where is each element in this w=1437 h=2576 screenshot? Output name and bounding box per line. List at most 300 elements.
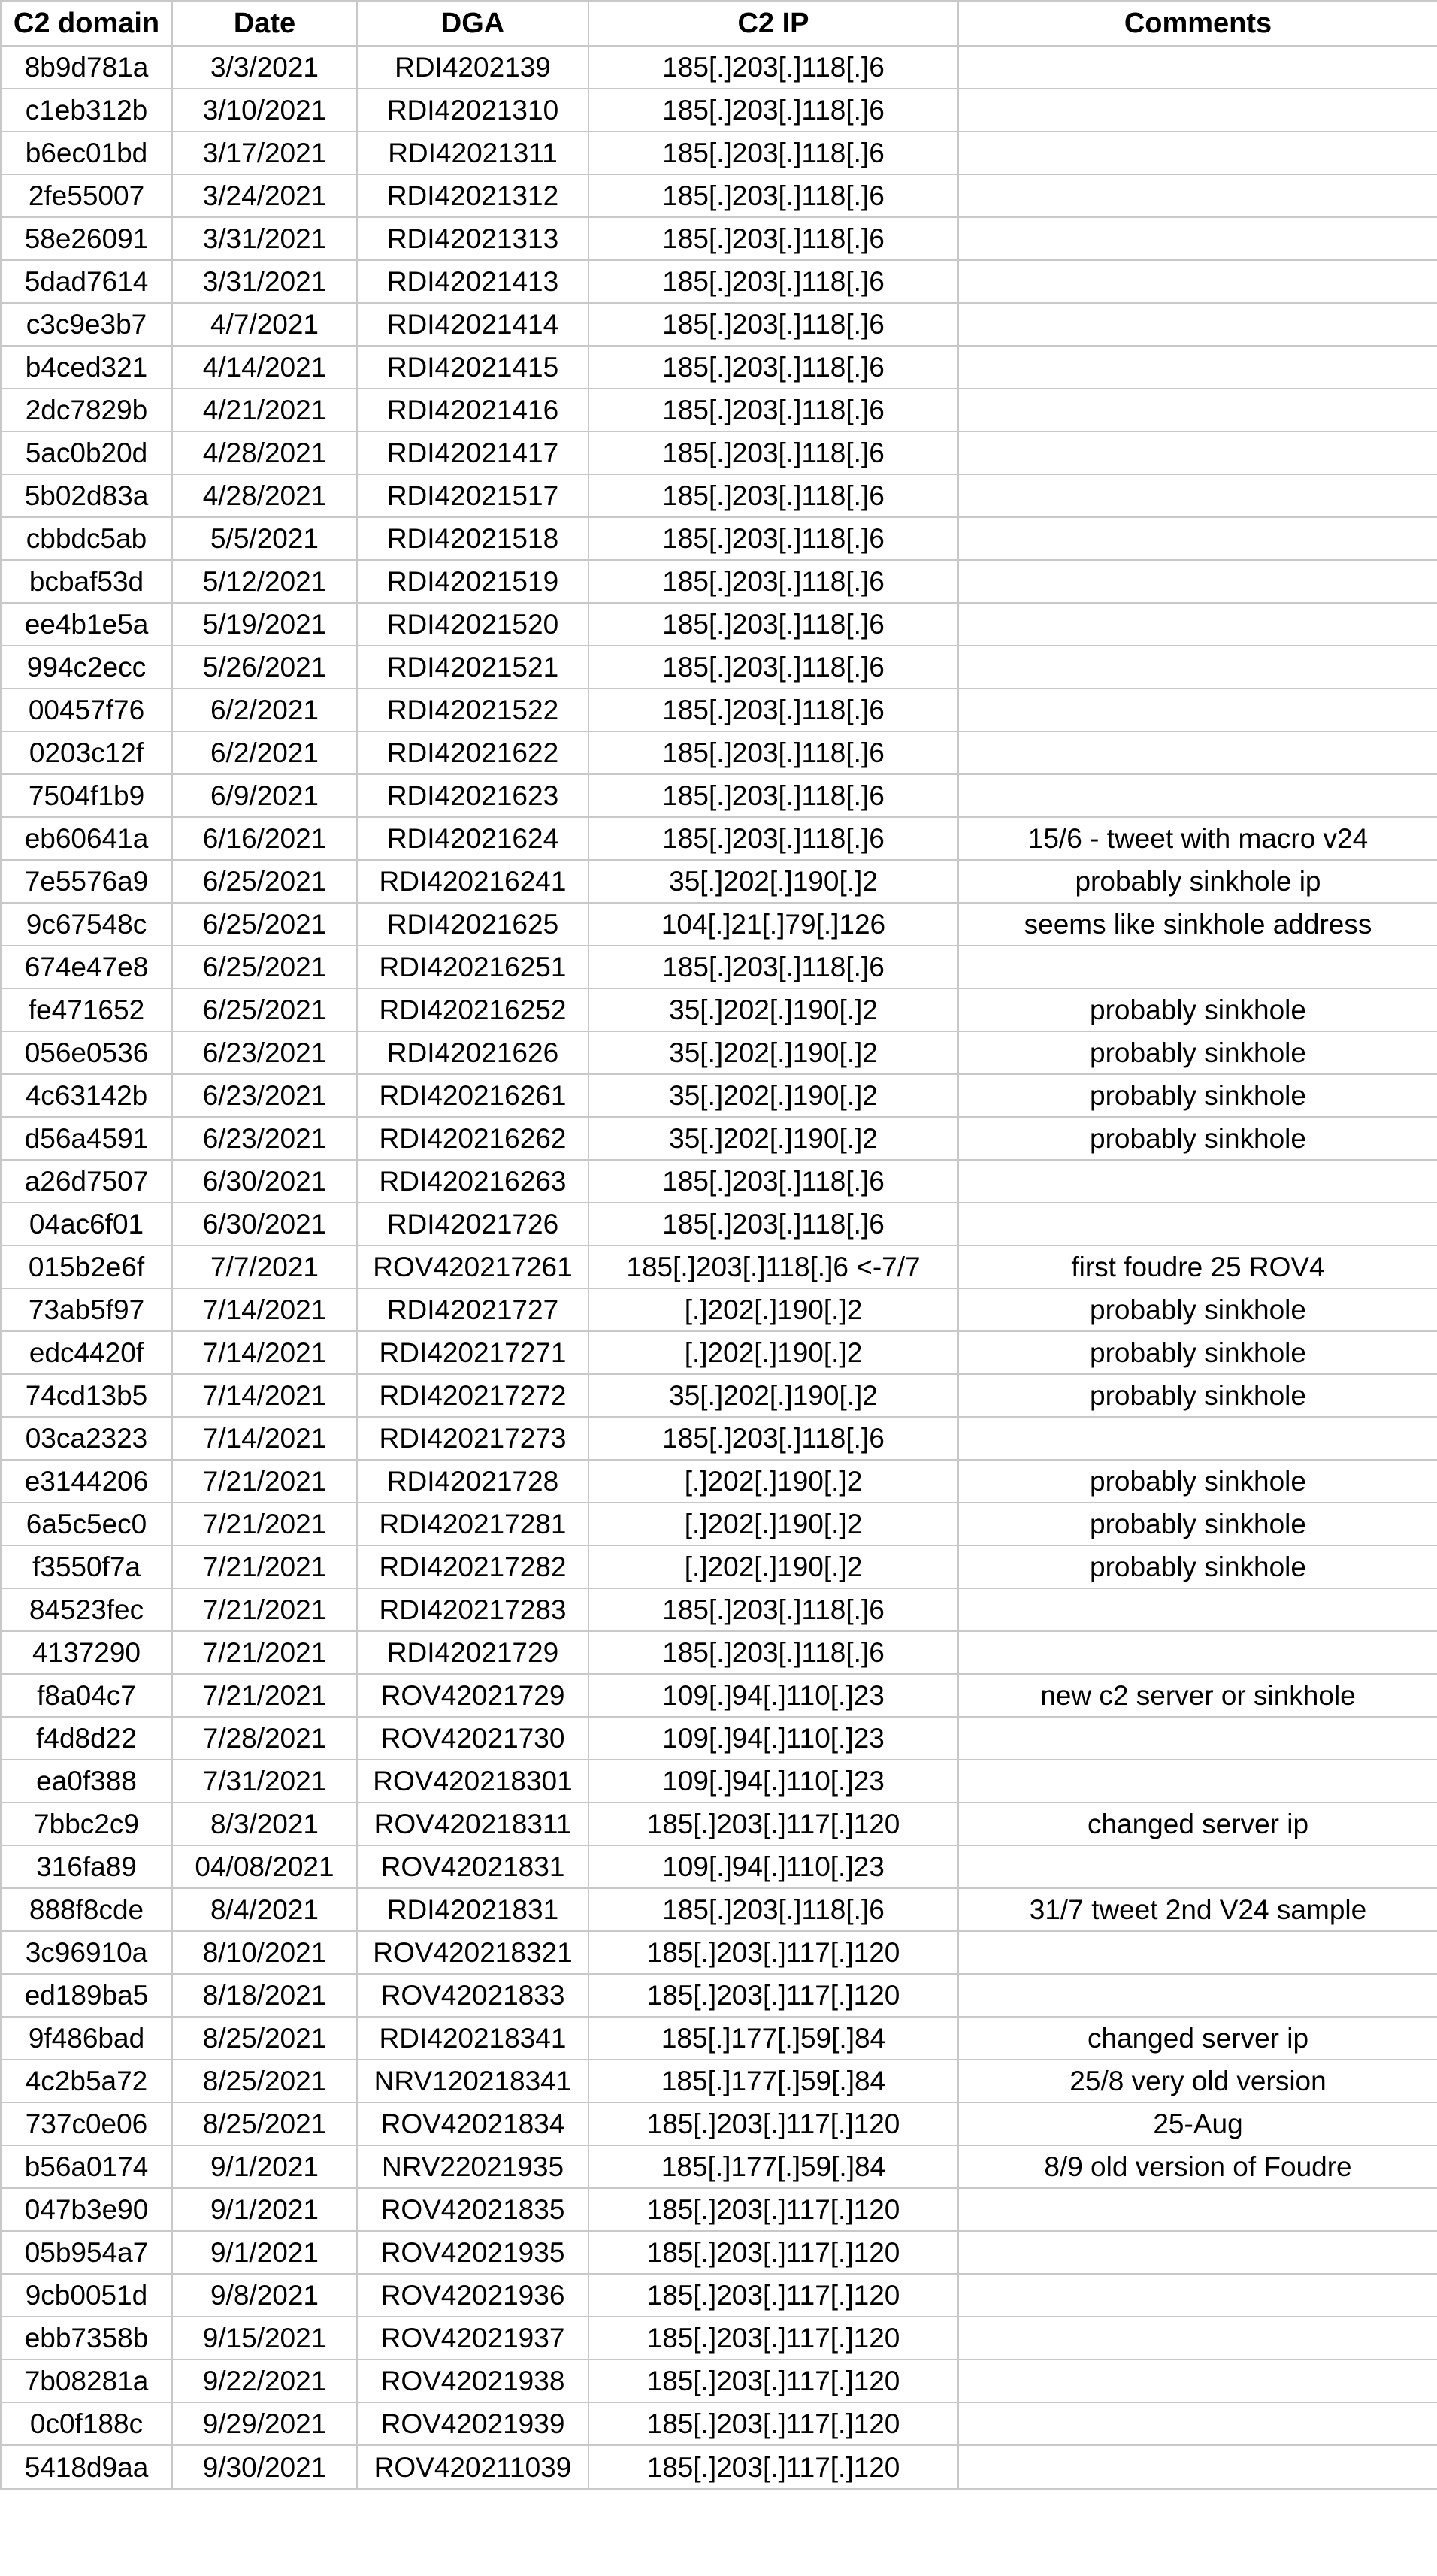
cell-dga[interactable]: NRV120218341 bbox=[357, 2060, 588, 2102]
cell-comments[interactable] bbox=[958, 2402, 1437, 2445]
table-row bbox=[1, 1760, 1437, 1803]
cell-dga[interactable]: RDI42021519 bbox=[357, 560, 588, 603]
cell-c2-ip[interactable]: 185[.]203[.]118[.]6 bbox=[588, 1888, 958, 1931]
cell-comments[interactable] bbox=[958, 1203, 1437, 1246]
cell-date[interactable]: 7/28/2021 bbox=[172, 1717, 357, 1760]
cell-date[interactable]: 4/28/2021 bbox=[172, 474, 357, 517]
cell-c2-ip[interactable]: 185[.]203[.]117[.]120 bbox=[588, 2188, 958, 2231]
cell-date[interactable]: 7/21/2021 bbox=[172, 1503, 357, 1545]
cell-comments[interactable] bbox=[958, 689, 1437, 731]
cell-c2-ip[interactable]: 185[.]203[.]118[.]6 bbox=[588, 1203, 958, 1246]
cell-c2-ip[interactable]: 185[.]203[.]117[.]120 bbox=[588, 1974, 958, 2017]
cell-date[interactable]: 5/19/2021 bbox=[172, 603, 357, 646]
cell-c2-ip[interactable]: 185[.]203[.]118[.]6 bbox=[588, 346, 958, 389]
cell-dga[interactable]: RDI420216241 bbox=[357, 860, 588, 903]
cell-c2-ip[interactable]: 185[.]203[.]118[.]6 bbox=[588, 731, 958, 774]
cell-date[interactable]: 8/25/2021 bbox=[172, 2060, 357, 2102]
cell-comments[interactable] bbox=[958, 1160, 1437, 1203]
cell-comments[interactable] bbox=[958, 774, 1437, 817]
cell-c2-domain[interactable]: eb60641a bbox=[1, 817, 172, 860]
cell-c2-ip[interactable]: 35[.]202[.]190[.]2 bbox=[588, 860, 958, 903]
cell-dga[interactable]: RDI42021310 bbox=[357, 89, 588, 132]
cell-c2-ip[interactable]: 185[.]203[.]118[.]6 bbox=[588, 389, 958, 431]
cell-date[interactable]: 4/28/2021 bbox=[172, 431, 357, 474]
cell-c2-domain[interactable]: 316fa89 bbox=[1, 1845, 172, 1888]
cell-dga[interactable]: RDI4202139 bbox=[357, 46, 588, 89]
cell-date[interactable]: 3/31/2021 bbox=[172, 260, 357, 303]
cell-c2-ip[interactable]: 35[.]202[.]190[.]2 bbox=[588, 988, 958, 1031]
cell-c2-domain[interactable]: 03ca2323 bbox=[1, 1417, 172, 1460]
cell-c2-domain[interactable]: 8b9d781a bbox=[1, 46, 172, 89]
cell-c2-ip[interactable]: 185[.]203[.]118[.]6 bbox=[588, 174, 958, 217]
cell-date[interactable]: 9/29/2021 bbox=[172, 2402, 357, 2445]
cell-c2-domain[interactable]: 5b02d83a bbox=[1, 474, 172, 517]
header-comments[interactable]: Comments bbox=[958, 1, 1437, 46]
cell-date[interactable]: 6/25/2021 bbox=[172, 988, 357, 1031]
cell-date[interactable]: 7/14/2021 bbox=[172, 1374, 357, 1417]
cell-c2-domain[interactable]: ee4b1e5a bbox=[1, 603, 172, 646]
cell-c2-ip[interactable]: [.]202[.]190[.]2 bbox=[588, 1503, 958, 1545]
cell-c2-ip[interactable]: 185[.]203[.]118[.]6 bbox=[588, 774, 958, 817]
cell-comments[interactable] bbox=[958, 2317, 1437, 2360]
cell-c2-domain[interactable]: e3144206 bbox=[1, 1460, 172, 1503]
cell-c2-domain[interactable]: f3550f7a bbox=[1, 1545, 172, 1588]
cell-dga[interactable]: ROV42021936 bbox=[357, 2274, 588, 2317]
cell-c2-ip[interactable]: 185[.]203[.]118[.]6 bbox=[588, 260, 958, 303]
cell-dga[interactable]: RDI42021417 bbox=[357, 431, 588, 474]
cell-date[interactable]: 5/12/2021 bbox=[172, 560, 357, 603]
cell-date[interactable]: 7/14/2021 bbox=[172, 1288, 357, 1331]
cell-comments[interactable] bbox=[958, 2188, 1437, 2231]
cell-dga[interactable]: ROV42021935 bbox=[357, 2231, 588, 2274]
cell-c2-domain[interactable]: ea0f388 bbox=[1, 1760, 172, 1803]
cell-c2-ip[interactable]: 185[.]203[.]118[.]6 bbox=[588, 217, 958, 260]
cell-c2-ip[interactable]: 185[.]203[.]118[.]6 bbox=[588, 1160, 958, 1203]
cell-comments[interactable] bbox=[958, 260, 1437, 303]
cell-c2-ip[interactable]: 185[.]203[.]117[.]120 bbox=[588, 2317, 958, 2360]
cell-c2-domain[interactable]: 2dc7829b bbox=[1, 389, 172, 431]
cell-c2-domain[interactable]: ebb7358b bbox=[1, 2317, 172, 2360]
cell-date[interactable]: 3/31/2021 bbox=[172, 217, 357, 260]
cell-date[interactable]: 7/21/2021 bbox=[172, 1545, 357, 1588]
cell-date[interactable]: 4/21/2021 bbox=[172, 389, 357, 431]
cell-date[interactable]: 7/14/2021 bbox=[172, 1417, 357, 1460]
cell-c2-domain[interactable]: 7b08281a bbox=[1, 2360, 172, 2402]
cell-comments[interactable] bbox=[958, 1760, 1437, 1803]
cell-comments[interactable] bbox=[958, 1931, 1437, 1974]
cell-c2-domain[interactable]: cbbdc5ab bbox=[1, 517, 172, 560]
cell-c2-ip[interactable]: 185[.]203[.]118[.]6 bbox=[588, 46, 958, 89]
cell-c2-ip[interactable]: 185[.]203[.]118[.]6 bbox=[588, 646, 958, 689]
cell-date[interactable]: 7/21/2021 bbox=[172, 1588, 357, 1631]
cell-date[interactable]: 6/23/2021 bbox=[172, 1074, 357, 1117]
cell-c2-domain[interactable]: 0c0f188c bbox=[1, 2402, 172, 2445]
cell-dga[interactable]: RDI42021413 bbox=[357, 260, 588, 303]
cell-c2-domain[interactable]: 9c67548c bbox=[1, 903, 172, 946]
cell-c2-domain[interactable]: 73ab5f97 bbox=[1, 1288, 172, 1331]
cell-c2-ip[interactable]: 185[.]203[.]118[.]6 bbox=[588, 689, 958, 731]
cell-comments[interactable] bbox=[958, 2360, 1437, 2402]
cell-dga[interactable]: RDI42021521 bbox=[357, 646, 588, 689]
cell-comments[interactable] bbox=[958, 517, 1437, 560]
table-row bbox=[1, 1374, 1437, 1417]
cell-c2-ip[interactable]: 109[.]94[.]110[.]23 bbox=[588, 1674, 958, 1717]
cell-c2-domain[interactable]: 0203c12f bbox=[1, 731, 172, 774]
cell-c2-ip[interactable]: 185[.]203[.]118[.]6 bbox=[588, 1588, 958, 1631]
cell-date[interactable]: 6/25/2021 bbox=[172, 946, 357, 988]
cell-dga[interactable]: ROV420211039 bbox=[357, 2445, 588, 2489]
cell-dga[interactable]: RDI42021728 bbox=[357, 1460, 588, 1503]
cell-date[interactable]: 8/4/2021 bbox=[172, 1888, 357, 1931]
cell-dga[interactable]: RDI42021415 bbox=[357, 346, 588, 389]
cell-comments[interactable]: probably sinkhole bbox=[958, 1031, 1437, 1074]
cell-c2-ip[interactable]: 35[.]202[.]190[.]2 bbox=[588, 1074, 958, 1117]
cell-date[interactable]: 6/23/2021 bbox=[172, 1031, 357, 1074]
cell-c2-domain[interactable]: 00457f76 bbox=[1, 689, 172, 731]
cell-c2-ip[interactable]: 185[.]203[.]117[.]120 bbox=[588, 2445, 958, 2489]
cell-dga[interactable]: ROV42021939 bbox=[357, 2402, 588, 2445]
cell-comments[interactable]: first foudre 25 ROV4 bbox=[958, 1246, 1437, 1288]
cell-comments[interactable] bbox=[958, 389, 1437, 431]
cell-dga[interactable]: RDI42021626 bbox=[357, 1031, 588, 1074]
cell-comments[interactable] bbox=[958, 2231, 1437, 2274]
cell-date[interactable]: 04/08/2021 bbox=[172, 1845, 357, 1888]
cell-c2-ip[interactable]: 185[.]203[.]118[.]6 bbox=[588, 817, 958, 860]
cell-c2-domain[interactable]: fe471652 bbox=[1, 988, 172, 1031]
header-dga[interactable]: DGA bbox=[357, 1, 588, 46]
cell-c2-domain[interactable]: 5dad7614 bbox=[1, 260, 172, 303]
cell-comments[interactable] bbox=[958, 1974, 1437, 2017]
cell-date[interactable]: 4/14/2021 bbox=[172, 346, 357, 389]
cell-comments[interactable] bbox=[958, 946, 1437, 988]
cell-c2-ip[interactable]: 185[.]203[.]117[.]120 bbox=[588, 2402, 958, 2445]
cell-date[interactable]: 8/25/2021 bbox=[172, 2102, 357, 2145]
cell-date[interactable]: 6/30/2021 bbox=[172, 1203, 357, 1246]
cell-comments[interactable] bbox=[958, 346, 1437, 389]
cell-dga[interactable]: RDI420217273 bbox=[357, 1417, 588, 1460]
cell-comments[interactable]: probably sinkhole bbox=[958, 1117, 1437, 1160]
cell-date[interactable]: 3/17/2021 bbox=[172, 132, 357, 174]
cell-dga[interactable]: RDI42021522 bbox=[357, 689, 588, 731]
cell-c2-ip[interactable]: 109[.]94[.]110[.]23 bbox=[588, 1845, 958, 1888]
cell-date[interactable]: 9/30/2021 bbox=[172, 2445, 357, 2489]
cell-comments[interactable] bbox=[958, 303, 1437, 346]
cell-c2-domain[interactable]: 05b954a7 bbox=[1, 2231, 172, 2274]
cell-dga[interactable]: RDI420217282 bbox=[357, 1545, 588, 1588]
cell-c2-domain[interactable]: c3c9e3b7 bbox=[1, 303, 172, 346]
cell-dga[interactable]: RDI42021414 bbox=[357, 303, 588, 346]
cell-comments[interactable]: probably sinkhole bbox=[958, 1374, 1437, 1417]
cell-c2-ip[interactable]: 185[.]203[.]118[.]6 bbox=[588, 303, 958, 346]
cell-comments[interactable] bbox=[958, 2274, 1437, 2317]
cell-c2-domain[interactable]: 04ac6f01 bbox=[1, 1203, 172, 1246]
cell-comments[interactable]: probably sinkhole ip bbox=[958, 860, 1437, 903]
cell-dga[interactable]: RDI42021625 bbox=[357, 903, 588, 946]
table-row bbox=[1, 1031, 1437, 1074]
cell-comments[interactable]: changed server ip bbox=[958, 2017, 1437, 2060]
cell-date[interactable]: 3/3/2021 bbox=[172, 46, 357, 89]
cell-c2-domain[interactable]: 3c96910a bbox=[1, 1931, 172, 1974]
cell-c2-domain[interactable]: bcbaf53d bbox=[1, 560, 172, 603]
cell-c2-ip[interactable]: 185[.]177[.]59[.]84 bbox=[588, 2060, 958, 2102]
cell-date[interactable]: 9/22/2021 bbox=[172, 2360, 357, 2402]
cell-dga[interactable]: RDI42021416 bbox=[357, 389, 588, 431]
table-row bbox=[1, 1288, 1437, 1331]
cell-c2-ip[interactable]: 185[.]203[.]118[.]6 bbox=[588, 560, 958, 603]
cell-dga[interactable]: ROV42021937 bbox=[357, 2317, 588, 2360]
cell-date[interactable]: 9/15/2021 bbox=[172, 2317, 357, 2360]
cell-date[interactable]: 5/26/2021 bbox=[172, 646, 357, 689]
cell-c2-domain[interactable]: 4c63142b bbox=[1, 1074, 172, 1117]
cell-c2-domain[interactable]: 015b2e6f bbox=[1, 1246, 172, 1288]
cell-dga[interactable]: RDI420217271 bbox=[357, 1331, 588, 1374]
cell-date[interactable]: 3/24/2021 bbox=[172, 174, 357, 217]
cell-c2-domain[interactable]: 58e26091 bbox=[1, 217, 172, 260]
cell-dga[interactable]: ROV42021835 bbox=[357, 2188, 588, 2231]
cell-c2-ip[interactable]: 185[.]177[.]59[.]84 bbox=[588, 2017, 958, 2060]
cell-dga[interactable]: ROV42021729 bbox=[357, 1674, 588, 1717]
cell-comments[interactable] bbox=[958, 217, 1437, 260]
cell-c2-domain[interactable]: 6a5c5ec0 bbox=[1, 1503, 172, 1545]
cell-dga[interactable]: RDI420216263 bbox=[357, 1160, 588, 1203]
cell-comments[interactable]: probably sinkhole bbox=[958, 988, 1437, 1031]
cell-comments[interactable]: new c2 server or sinkhole bbox=[958, 1674, 1437, 1717]
cell-date[interactable]: 4/7/2021 bbox=[172, 303, 357, 346]
cell-c2-ip[interactable]: 185[.]203[.]118[.]6 bbox=[588, 431, 958, 474]
cell-dga[interactable]: RDI42021313 bbox=[357, 217, 588, 260]
cell-date[interactable]: 9/1/2021 bbox=[172, 2145, 357, 2188]
cell-c2-domain[interactable]: b4ced321 bbox=[1, 346, 172, 389]
cell-c2-ip[interactable]: [.]202[.]190[.]2 bbox=[588, 1288, 958, 1331]
cell-c2-domain[interactable]: 7e5576a9 bbox=[1, 860, 172, 903]
cell-c2-ip[interactable]: 185[.]203[.]118[.]6 bbox=[588, 603, 958, 646]
cell-dga[interactable]: ROV42021730 bbox=[357, 1717, 588, 1760]
cell-comments[interactable] bbox=[958, 560, 1437, 603]
cell-c2-ip[interactable]: [.]202[.]190[.]2 bbox=[588, 1545, 958, 1588]
cell-dga[interactable]: NRV22021935 bbox=[357, 2145, 588, 2188]
table-row bbox=[1, 1117, 1437, 1160]
cell-c2-ip[interactable]: 109[.]94[.]110[.]23 bbox=[588, 1717, 958, 1760]
table-row bbox=[1, 646, 1437, 689]
header-c2-ip[interactable]: C2 IP bbox=[588, 1, 958, 46]
cell-comments[interactable] bbox=[958, 646, 1437, 689]
cell-dga[interactable]: RDI42021729 bbox=[357, 1631, 588, 1674]
cell-dga[interactable]: RDI42021726 bbox=[357, 1203, 588, 1246]
cell-c2-ip[interactable]: [.]202[.]190[.]2 bbox=[588, 1331, 958, 1374]
cell-dga[interactable]: RDI420217272 bbox=[357, 1374, 588, 1417]
cell-date[interactable]: 6/25/2021 bbox=[172, 860, 357, 903]
cell-comments[interactable]: probably sinkhole bbox=[958, 1288, 1437, 1331]
cell-dga[interactable]: ROV42021833 bbox=[357, 1974, 588, 2017]
cell-date[interactable]: 8/25/2021 bbox=[172, 2017, 357, 2060]
cell-comments[interactable] bbox=[958, 1631, 1437, 1674]
cell-c2-domain[interactable]: 5ac0b20d bbox=[1, 431, 172, 474]
cell-c2-ip[interactable]: 185[.]203[.]118[.]6 bbox=[588, 946, 958, 988]
cell-comments[interactable]: 31/7 tweet 2nd V24 sample bbox=[958, 1888, 1437, 1931]
cell-date[interactable]: 6/9/2021 bbox=[172, 774, 357, 817]
cell-comments[interactable] bbox=[958, 174, 1437, 217]
cell-comments[interactable]: 25/8 very old version bbox=[958, 2060, 1437, 2102]
table-row bbox=[1, 603, 1437, 646]
cell-dga[interactable]: RDI42021624 bbox=[357, 817, 588, 860]
header-c2-domain[interactable]: C2 domain bbox=[1, 1, 172, 46]
cell-date[interactable]: 7/21/2021 bbox=[172, 1674, 357, 1717]
cell-date[interactable]: 7/21/2021 bbox=[172, 1460, 357, 1503]
header-date[interactable]: Date bbox=[172, 1, 357, 46]
cell-c2-ip[interactable]: [.]202[.]190[.]2 bbox=[588, 1460, 958, 1503]
cell-dga[interactable]: RDI42021517 bbox=[357, 474, 588, 517]
cell-c2-ip[interactable]: 185[.]203[.]118[.]6 bbox=[588, 517, 958, 560]
cell-comments[interactable] bbox=[958, 1417, 1437, 1460]
cell-dga[interactable]: RDI42021518 bbox=[357, 517, 588, 560]
cell-c2-domain[interactable]: 047b3e90 bbox=[1, 2188, 172, 2231]
cell-comments[interactable] bbox=[958, 132, 1437, 174]
cell-c2-domain[interactable]: 9cb0051d bbox=[1, 2274, 172, 2317]
cell-comments[interactable] bbox=[958, 1588, 1437, 1631]
cell-c2-domain[interactable]: 7bbc2c9 bbox=[1, 1803, 172, 1845]
cell-c2-ip[interactable]: 109[.]94[.]110[.]23 bbox=[588, 1760, 958, 1803]
cell-dga[interactable]: ROV42021938 bbox=[357, 2360, 588, 2402]
cell-date[interactable]: 7/7/2021 bbox=[172, 1246, 357, 1288]
cell-comments[interactable] bbox=[958, 46, 1437, 89]
table-row bbox=[1, 2060, 1437, 2102]
cell-c2-domain[interactable]: 7504f1b9 bbox=[1, 774, 172, 817]
cell-c2-ip[interactable]: 185[.]203[.]117[.]120 bbox=[588, 2231, 958, 2274]
cell-dga[interactable]: ROV420217261 bbox=[357, 1246, 588, 1288]
cell-date[interactable]: 6/30/2021 bbox=[172, 1160, 357, 1203]
cell-comments[interactable]: probably sinkhole bbox=[958, 1331, 1437, 1374]
cell-c2-domain[interactable]: 888f8cde bbox=[1, 1888, 172, 1931]
cell-comments[interactable]: probably sinkhole bbox=[958, 1074, 1437, 1117]
cell-date[interactable]: 9/1/2021 bbox=[172, 2231, 357, 2274]
cell-date[interactable]: 7/21/2021 bbox=[172, 1631, 357, 1674]
cell-c2-ip[interactable]: 35[.]202[.]190[.]2 bbox=[588, 1374, 958, 1417]
cell-comments[interactable] bbox=[958, 1717, 1437, 1760]
cell-c2-domain[interactable]: f4d8d22 bbox=[1, 1717, 172, 1760]
cell-c2-domain[interactable]: 737c0e06 bbox=[1, 2102, 172, 2145]
cell-comments[interactable]: probably sinkhole bbox=[958, 1545, 1437, 1588]
cell-c2-ip[interactable]: 185[.]203[.]118[.]6 bbox=[588, 474, 958, 517]
cell-dga[interactable]: RDI420218341 bbox=[357, 2017, 588, 2060]
cell-c2-domain[interactable]: 9f486bad bbox=[1, 2017, 172, 2060]
cell-dga[interactable]: RDI420217283 bbox=[357, 1588, 588, 1631]
cell-dga[interactable]: RDI420216261 bbox=[357, 1074, 588, 1117]
cell-dga[interactable]: RDI42021622 bbox=[357, 731, 588, 774]
cell-date[interactable]: 8/3/2021 bbox=[172, 1803, 357, 1845]
cell-c2-domain[interactable]: b6ec01bd bbox=[1, 132, 172, 174]
cell-c2-domain[interactable]: 4137290 bbox=[1, 1631, 172, 1674]
cell-comments[interactable]: seems like sinkhole address bbox=[958, 903, 1437, 946]
cell-comments[interactable] bbox=[958, 474, 1437, 517]
cell-c2-domain[interactable]: 056e0536 bbox=[1, 1031, 172, 1074]
cell-c2-ip[interactable]: 185[.]203[.]117[.]120 bbox=[588, 1931, 958, 1974]
cell-date[interactable]: 6/2/2021 bbox=[172, 689, 357, 731]
cell-c2-ip[interactable]: 185[.]203[.]118[.]6 <-7/7 bbox=[588, 1246, 958, 1288]
cell-dga[interactable]: RDI42021623 bbox=[357, 774, 588, 817]
cell-date[interactable]: 3/10/2021 bbox=[172, 89, 357, 132]
cell-date[interactable]: 7/14/2021 bbox=[172, 1331, 357, 1374]
cell-date[interactable]: 5/5/2021 bbox=[172, 517, 357, 560]
cell-c2-ip[interactable]: 35[.]202[.]190[.]2 bbox=[588, 1031, 958, 1074]
cell-date[interactable]: 9/1/2021 bbox=[172, 2188, 357, 2231]
cell-dga[interactable]: RDI42021312 bbox=[357, 174, 588, 217]
cell-dga[interactable]: ROV42021834 bbox=[357, 2102, 588, 2145]
cell-date[interactable]: 7/31/2021 bbox=[172, 1760, 357, 1803]
cell-dga[interactable]: ROV420218321 bbox=[357, 1931, 588, 1974]
table-row bbox=[1, 2017, 1437, 2060]
cell-dga[interactable]: RDI42021311 bbox=[357, 132, 588, 174]
cell-c2-domain[interactable]: ed189ba5 bbox=[1, 1974, 172, 2017]
cell-dga[interactable]: ROV420218311 bbox=[357, 1803, 588, 1845]
cell-c2-domain[interactable]: 674e47e8 bbox=[1, 946, 172, 988]
cell-c2-ip[interactable]: 35[.]202[.]190[.]2 bbox=[588, 1117, 958, 1160]
cell-c2-domain[interactable]: f8a04c7 bbox=[1, 1674, 172, 1717]
cell-date[interactable]: 6/23/2021 bbox=[172, 1117, 357, 1160]
cell-c2-domain[interactable]: 2fe55007 bbox=[1, 174, 172, 217]
cell-c2-ip[interactable]: 185[.]203[.]117[.]120 bbox=[588, 2102, 958, 2145]
cell-dga[interactable]: ROV420218301 bbox=[357, 1760, 588, 1803]
cell-comments[interactable] bbox=[958, 731, 1437, 774]
cell-date[interactable]: 6/2/2021 bbox=[172, 731, 357, 774]
cell-dga[interactable]: RDI420217281 bbox=[357, 1503, 588, 1545]
cell-c2-domain[interactable]: 994c2ecc bbox=[1, 646, 172, 689]
cell-c2-domain[interactable]: 84523fec bbox=[1, 1588, 172, 1631]
cell-comments[interactable] bbox=[958, 2445, 1437, 2489]
cell-comments[interactable]: probably sinkhole bbox=[958, 1503, 1437, 1545]
cell-comments[interactable] bbox=[958, 89, 1437, 132]
cell-c2-ip[interactable]: 185[.]203[.]117[.]120 bbox=[588, 2274, 958, 2317]
cell-c2-domain[interactable]: d56a4591 bbox=[1, 1117, 172, 1160]
cell-comments[interactable]: 8/9 old version of Foudre bbox=[958, 2145, 1437, 2188]
cell-dga[interactable]: ROV42021831 bbox=[357, 1845, 588, 1888]
cell-dga[interactable]: RDI420216262 bbox=[357, 1117, 588, 1160]
cell-dga[interactable]: RDI42021520 bbox=[357, 603, 588, 646]
cell-date[interactable]: 6/16/2021 bbox=[172, 817, 357, 860]
cell-c2-ip[interactable]: 185[.]177[.]59[.]84 bbox=[588, 2145, 958, 2188]
cell-date[interactable]: 8/18/2021 bbox=[172, 1974, 357, 2017]
cell-comments[interactable]: changed server ip bbox=[958, 1803, 1437, 1845]
cell-c2-domain[interactable]: 74cd13b5 bbox=[1, 1374, 172, 1417]
cell-comments[interactable] bbox=[958, 1845, 1437, 1888]
cell-comments[interactable] bbox=[958, 431, 1437, 474]
cell-c2-domain[interactable]: a26d7507 bbox=[1, 1160, 172, 1203]
cell-dga[interactable]: RDI420216252 bbox=[357, 988, 588, 1031]
cell-dga[interactable]: RDI420216251 bbox=[357, 946, 588, 988]
cell-c2-domain[interactable]: 4c2b5a72 bbox=[1, 2060, 172, 2102]
cell-comments[interactable]: probably sinkhole bbox=[958, 1460, 1437, 1503]
cell-date[interactable]: 8/10/2021 bbox=[172, 1931, 357, 1974]
table-row bbox=[1, 1588, 1437, 1631]
cell-comments[interactable]: 15/6 - tweet with macro v24 bbox=[958, 817, 1437, 860]
cell-c2-ip[interactable]: 185[.]203[.]118[.]6 bbox=[588, 89, 958, 132]
cell-c2-domain[interactable]: 5418d9aa bbox=[1, 2445, 172, 2489]
cell-comments[interactable]: 25-Aug bbox=[958, 2102, 1437, 2145]
cell-comments[interactable] bbox=[958, 603, 1437, 646]
cell-c2-domain[interactable]: c1eb312b bbox=[1, 89, 172, 132]
cell-c2-ip[interactable]: 185[.]203[.]117[.]120 bbox=[588, 1803, 958, 1845]
cell-c2-ip[interactable]: 185[.]203[.]118[.]6 bbox=[588, 1417, 958, 1460]
cell-date[interactable]: 9/8/2021 bbox=[172, 2274, 357, 2317]
cell-dga[interactable]: RDI42021727 bbox=[357, 1288, 588, 1331]
cell-c2-ip[interactable]: 185[.]203[.]118[.]6 bbox=[588, 132, 958, 174]
cell-c2-ip[interactable]: 185[.]203[.]118[.]6 bbox=[588, 1631, 958, 1674]
cell-c2-ip[interactable]: 104[.]21[.]79[.]126 bbox=[588, 903, 958, 946]
cell-c2-ip[interactable]: 185[.]203[.]117[.]120 bbox=[588, 2360, 958, 2402]
cell-c2-domain[interactable]: b56a0174 bbox=[1, 2145, 172, 2188]
cell-dga[interactable]: RDI42021831 bbox=[357, 1888, 588, 1931]
cell-date[interactable]: 6/25/2021 bbox=[172, 903, 357, 946]
cell-c2-domain[interactable]: edc4420f bbox=[1, 1331, 172, 1374]
